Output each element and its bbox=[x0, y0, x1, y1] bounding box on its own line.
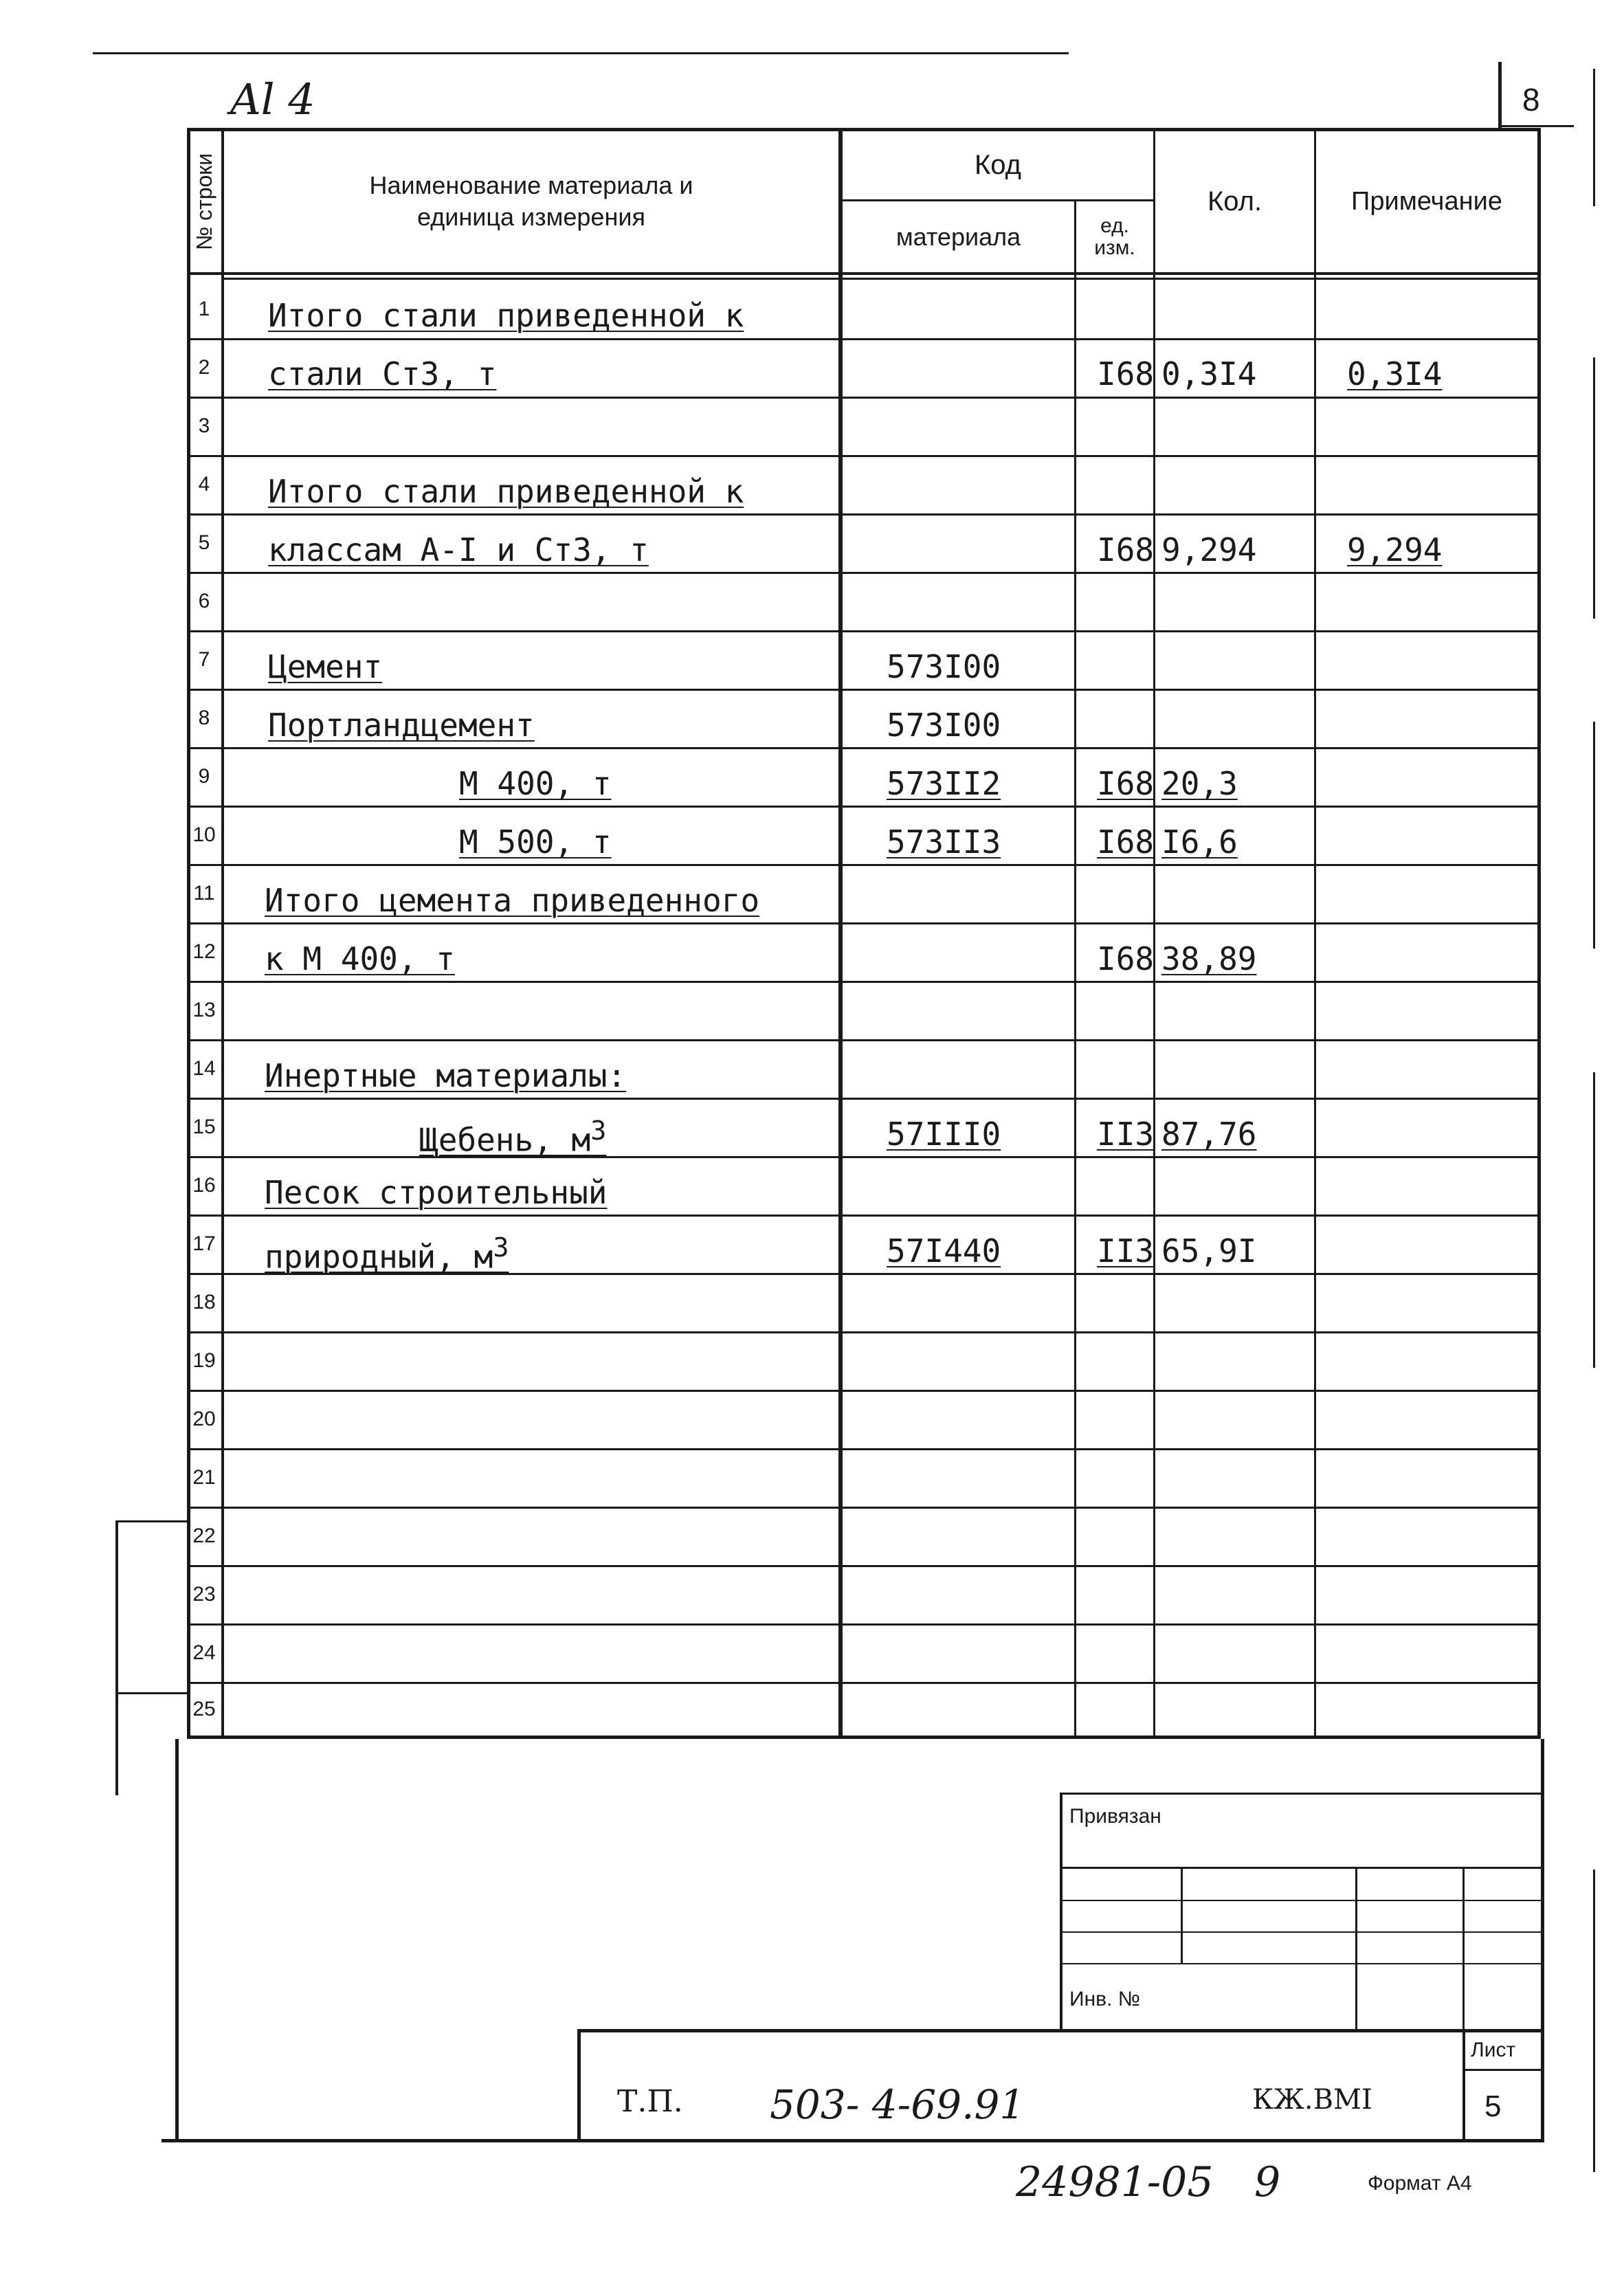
row-12-unit: I68 bbox=[1097, 940, 1155, 977]
row-line bbox=[187, 338, 1541, 340]
format-label: Формат А4 bbox=[1368, 2172, 1472, 2195]
header-name-line1: Наименование материала и bbox=[369, 171, 693, 199]
row-number: 17 bbox=[192, 1232, 216, 1255]
frame-left bbox=[175, 1739, 179, 2141]
page-number: 8 bbox=[1522, 82, 1540, 118]
sheet-label: Лист bbox=[1471, 2039, 1516, 2061]
row-17-qty: 65,9I bbox=[1161, 1232, 1257, 1269]
header-code: Код bbox=[974, 149, 1021, 180]
row-line bbox=[187, 689, 1541, 691]
row-number: 18 bbox=[192, 1290, 216, 1313]
row-number: 12 bbox=[192, 940, 216, 963]
scan-edge-mark bbox=[1593, 1870, 1595, 2172]
row-17-unit: II3 bbox=[1097, 1232, 1155, 1269]
scan-edge-mark bbox=[1593, 1072, 1595, 1368]
attach-col bbox=[1462, 1867, 1465, 2029]
row-line bbox=[187, 1039, 1541, 1041]
row-2-qty: 0,3I4 bbox=[1161, 355, 1257, 392]
row-9-material: 573II2 bbox=[887, 765, 1001, 802]
row-number: 5 bbox=[198, 531, 210, 554]
sheet-label-line bbox=[1462, 2069, 1541, 2071]
row-line bbox=[187, 1448, 1541, 1450]
sheet-divider bbox=[1462, 2029, 1465, 2142]
row-line bbox=[187, 981, 1541, 983]
row-number: 9 bbox=[198, 764, 210, 788]
row-number: 21 bbox=[192, 1465, 216, 1489]
header-code-unit bbox=[1076, 201, 1153, 272]
title-block-left bbox=[577, 2029, 581, 2142]
row-number: 13 bbox=[192, 998, 216, 1021]
header-note: Примечание bbox=[1351, 186, 1502, 216]
row-17-name-text: природный, м bbox=[265, 1238, 493, 1276]
row-17-name bbox=[265, 1232, 509, 1275]
row-line bbox=[187, 630, 1541, 632]
row-number: 8 bbox=[198, 706, 210, 729]
project-code: 503- 4-69.91 bbox=[770, 2081, 1025, 2128]
page-number-rule bbox=[1498, 125, 1574, 127]
col-line-material bbox=[838, 128, 843, 1739]
row-number: 19 bbox=[192, 1349, 216, 1372]
row-line bbox=[187, 1565, 1541, 1567]
row-2-unit: I68 bbox=[1097, 355, 1155, 392]
row-line bbox=[187, 864, 1541, 866]
scan-edge-mark bbox=[1593, 357, 1595, 619]
inv-no-label: Инв. № bbox=[1069, 1988, 1140, 2010]
row-15-material: 57III0 bbox=[887, 1116, 1001, 1153]
col-line-rowno bbox=[221, 128, 224, 1739]
row-5-unit: I68 bbox=[1097, 531, 1155, 568]
attach-row bbox=[1060, 1963, 1541, 1964]
col-line-note bbox=[1314, 128, 1316, 1739]
row-line bbox=[187, 922, 1541, 924]
header-name bbox=[224, 131, 838, 272]
copy-number: 9 bbox=[1254, 2158, 1281, 2206]
row-8-material: 573I00 bbox=[887, 707, 1001, 744]
row-11-name: Итого цемента приведенного bbox=[265, 882, 760, 919]
row-number: 15 bbox=[192, 1115, 216, 1138]
row-5-qty: 9,294 bbox=[1161, 531, 1257, 568]
row-line bbox=[187, 1331, 1541, 1333]
attach-col bbox=[1181, 1867, 1183, 1963]
row-line bbox=[187, 1156, 1541, 1158]
row-line bbox=[187, 513, 1541, 515]
header-row-no bbox=[188, 131, 221, 272]
row-line bbox=[187, 397, 1541, 399]
row-9-name: М 400, т bbox=[459, 765, 612, 802]
attach-col bbox=[1355, 1867, 1357, 2029]
tp-label: Т.П. bbox=[617, 2084, 683, 2119]
row-5-note: 9,294 bbox=[1347, 531, 1443, 568]
row-4-name: Итого стали приведенной к bbox=[268, 473, 744, 510]
row-line bbox=[187, 1215, 1541, 1217]
scan-edge-mark bbox=[1593, 69, 1595, 206]
row-number: 22 bbox=[192, 1524, 216, 1547]
attach-left bbox=[1060, 1793, 1063, 2030]
row-number: 23 bbox=[192, 1582, 216, 1606]
row-1-name: Итого стали приведенной к bbox=[268, 297, 744, 334]
row-15-unit: II3 bbox=[1097, 1116, 1155, 1153]
row-7-name: Цемент bbox=[268, 648, 383, 685]
row-12-name: к М 400, т bbox=[265, 940, 455, 977]
header-row-no-label: № строки bbox=[192, 153, 217, 250]
row-2-name: стали Ст3, т bbox=[268, 355, 497, 392]
row-line bbox=[187, 1507, 1541, 1509]
attach-top bbox=[1060, 1793, 1541, 1795]
row-12-qty: 38,89 bbox=[1161, 940, 1257, 977]
doc-code: КЖ.ВМI bbox=[1252, 2084, 1372, 2116]
row-8-name: Портландцемент bbox=[268, 707, 535, 744]
attach-row bbox=[1060, 1900, 1541, 1901]
header-qty: Кол. bbox=[1207, 186, 1263, 217]
header-name-line2: единица измерения bbox=[417, 203, 645, 231]
row-number: 25 bbox=[192, 1698, 216, 1720]
row-5-name: классам А-I и Ст3, т bbox=[268, 531, 649, 568]
frame-bottom bbox=[162, 2139, 1544, 2142]
row-number: 2 bbox=[198, 355, 210, 379]
row-10-unit: I68 bbox=[1097, 823, 1155, 861]
archive-number: 24981-05 bbox=[1016, 2158, 1214, 2206]
row-number: 14 bbox=[192, 1056, 216, 1080]
title-block-top bbox=[577, 2029, 1541, 2032]
row-number: 16 bbox=[192, 1173, 216, 1197]
row-line bbox=[187, 806, 1541, 808]
row-number: 11 bbox=[193, 881, 215, 905]
row-7-material: 573I00 bbox=[887, 648, 1001, 685]
binding-line bbox=[115, 1520, 118, 1795]
row-16-name: Песок строительный bbox=[265, 1174, 608, 1211]
row-number: 4 bbox=[198, 472, 210, 496]
row-15-name-sup: 3 bbox=[590, 1116, 607, 1146]
row-15-qty: 87,76 bbox=[1161, 1116, 1257, 1153]
row-14-name: Инертные материалы: bbox=[265, 1057, 627, 1094]
row-line bbox=[187, 1682, 1541, 1684]
row-number: 24 bbox=[192, 1641, 216, 1664]
page-number-divider bbox=[1498, 62, 1502, 128]
row-2-note: 0,3I4 bbox=[1347, 355, 1443, 392]
row-10-material: 573II3 bbox=[887, 823, 1001, 861]
scan-edge-mark bbox=[1593, 722, 1595, 949]
row-15-name-text: Щебень, м bbox=[419, 1121, 591, 1159]
row-number: 6 bbox=[198, 589, 210, 612]
row-line bbox=[187, 572, 1541, 574]
row-number: 10 bbox=[192, 823, 216, 846]
sheet-value: 5 bbox=[1484, 2089, 1502, 2123]
row-number: 3 bbox=[198, 414, 210, 437]
row-17-material: 57I440 bbox=[887, 1232, 1001, 1269]
header-separator bbox=[187, 272, 1541, 275]
attach-row bbox=[1060, 1867, 1541, 1869]
row-line bbox=[187, 1098, 1541, 1100]
top-rule bbox=[93, 52, 1069, 54]
binding-mark bbox=[115, 1692, 187, 1694]
attach-row bbox=[1060, 1931, 1541, 1933]
row-number: 20 bbox=[192, 1407, 216, 1430]
row-9-qty: 20,3 bbox=[1161, 765, 1238, 802]
row-17-name-sup: 3 bbox=[493, 1232, 509, 1263]
row-10-name: М 500, т bbox=[459, 823, 612, 861]
row-15-name bbox=[419, 1116, 606, 1158]
row-10-qty: I6,6 bbox=[1161, 823, 1238, 861]
header-code-material: материала bbox=[896, 222, 1021, 251]
corner-note: Al 4 bbox=[230, 74, 315, 124]
binding-mark bbox=[115, 1520, 187, 1522]
frame-right bbox=[1541, 1739, 1544, 2141]
row-9-unit: I68 bbox=[1097, 765, 1155, 802]
row-number: 1 bbox=[198, 297, 210, 320]
row-number: 7 bbox=[198, 647, 210, 671]
header-separator-2 bbox=[221, 278, 1541, 280]
row-line bbox=[187, 455, 1541, 457]
row-line bbox=[187, 747, 1541, 749]
header-code-unit-line1: ед. bbox=[1100, 214, 1129, 237]
header-code-unit-line2: изм. bbox=[1094, 236, 1135, 259]
row-line bbox=[187, 1390, 1541, 1392]
attached-label: Привязан bbox=[1069, 1805, 1161, 1828]
row-line bbox=[187, 1623, 1541, 1626]
